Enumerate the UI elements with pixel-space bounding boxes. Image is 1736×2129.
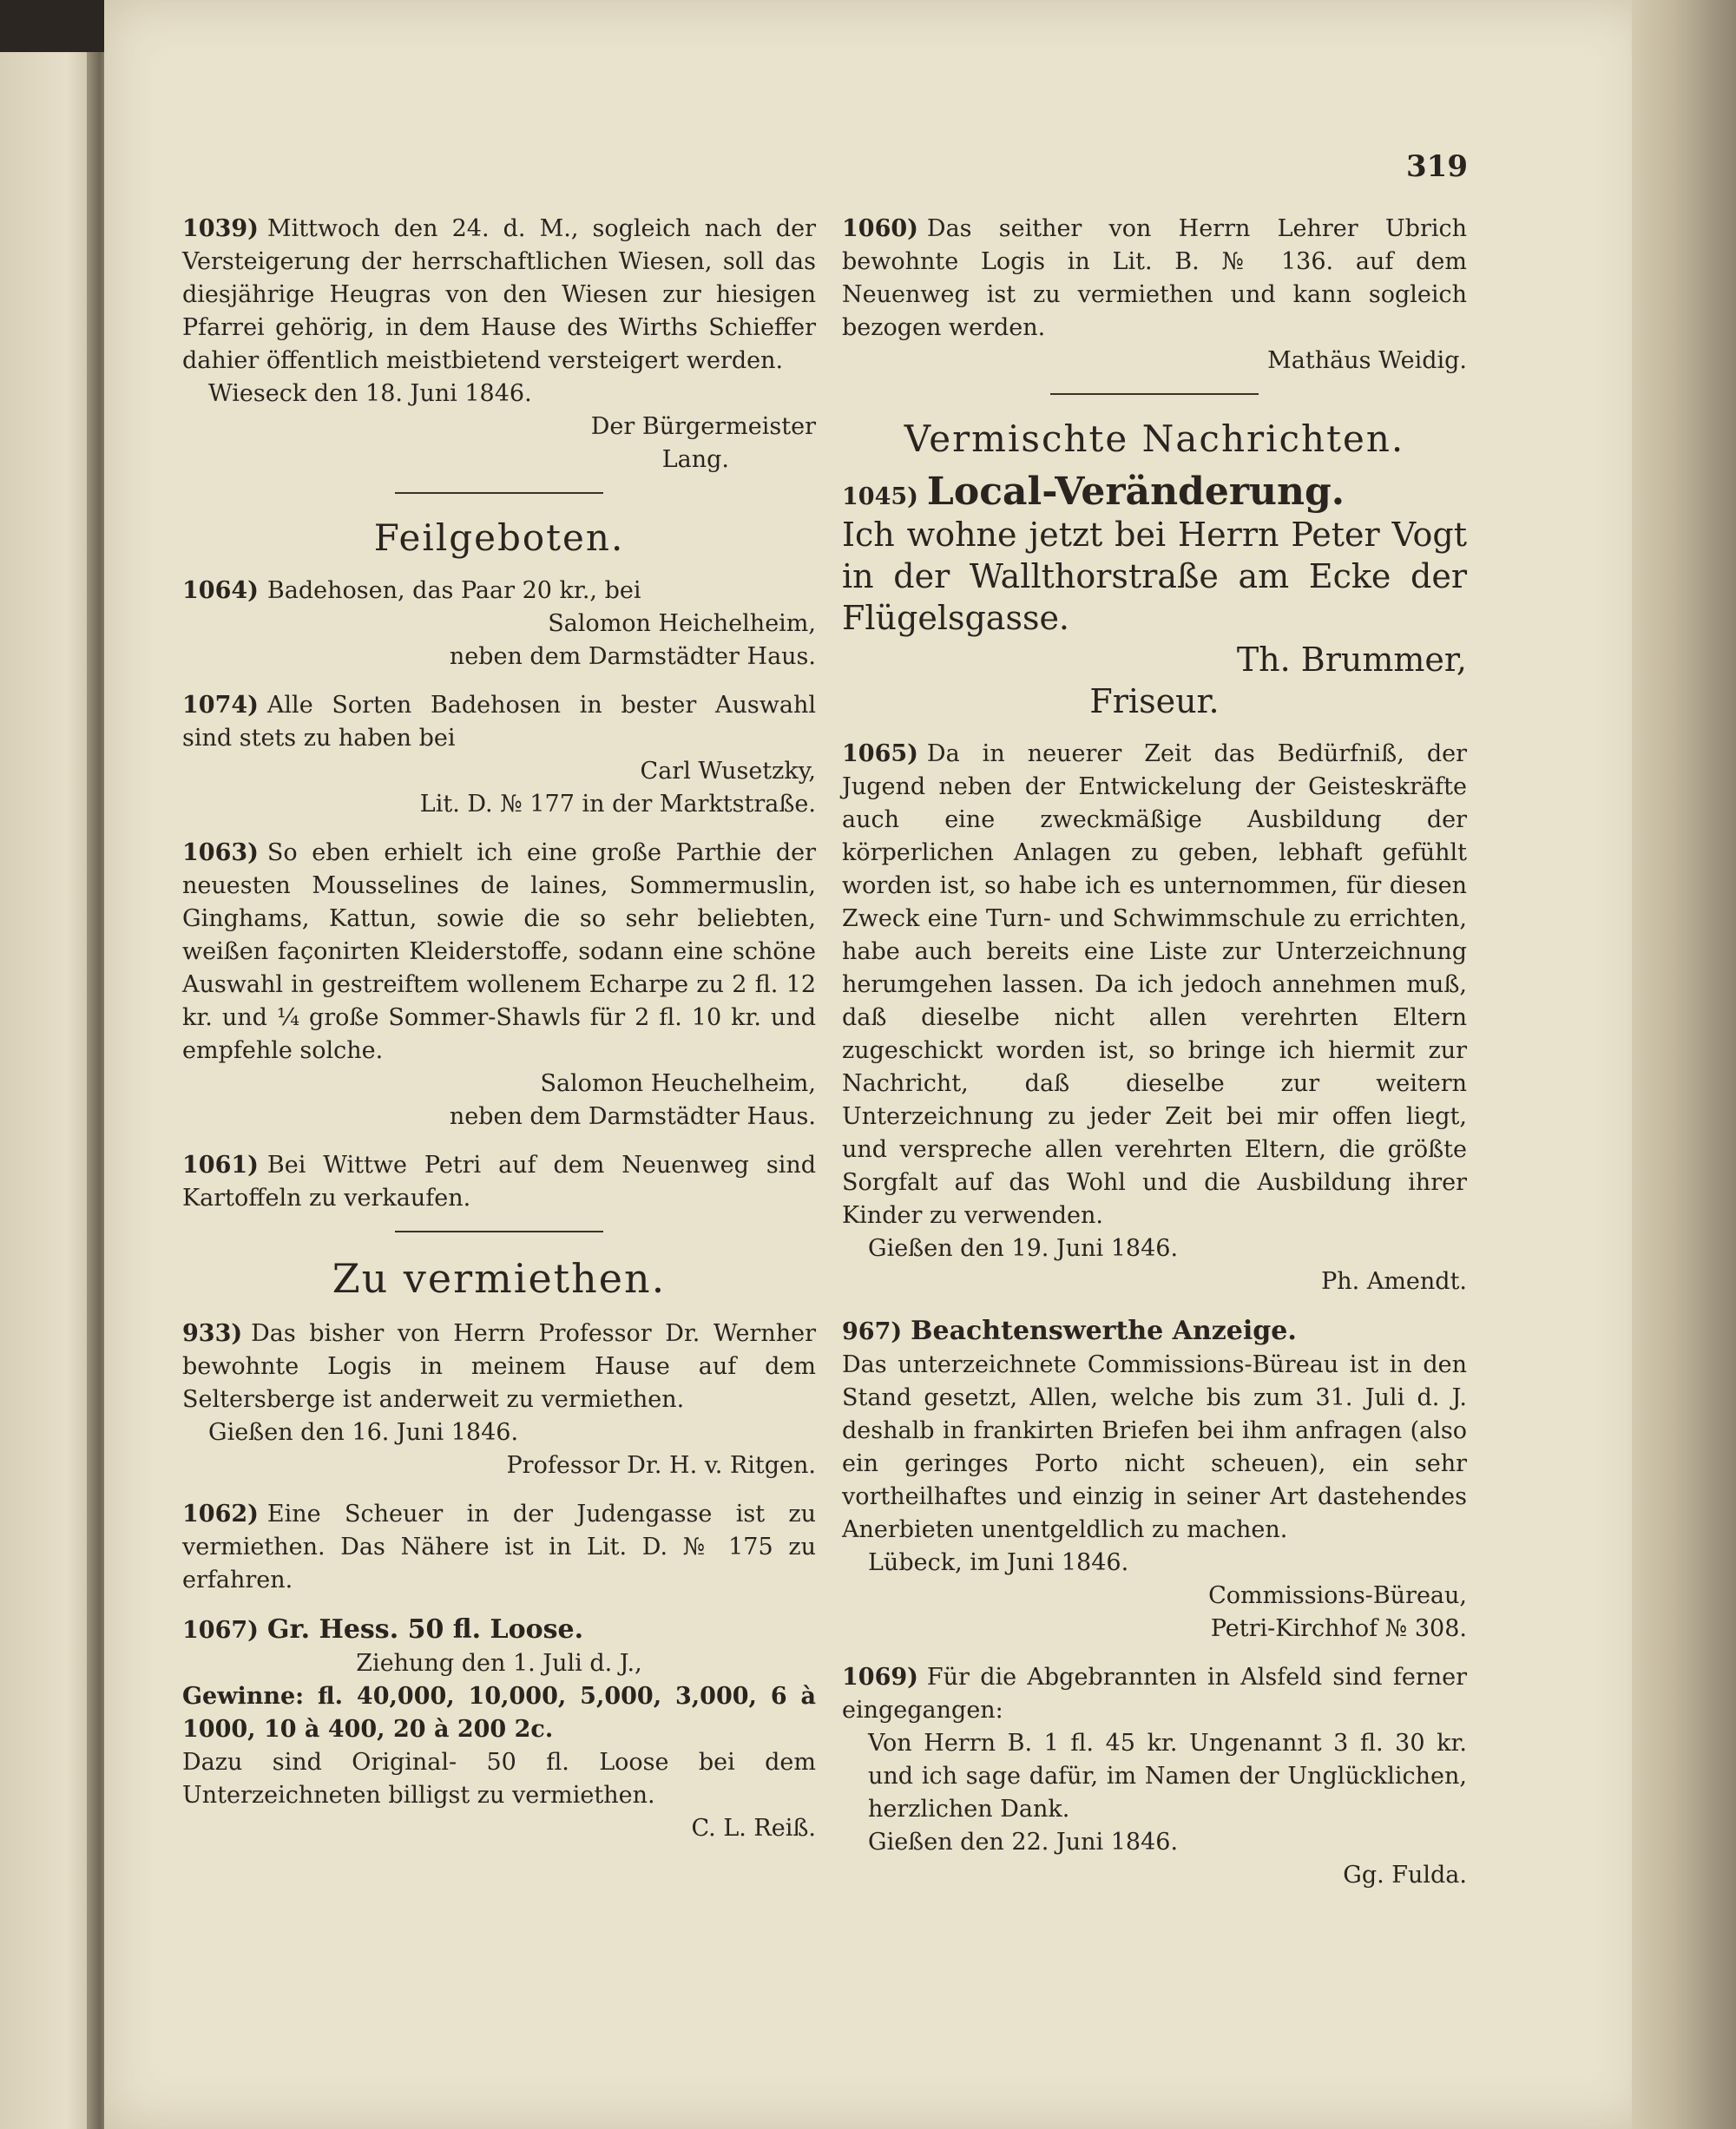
notice-number: 1069) <box>842 1664 918 1691</box>
notice-number: 1065) <box>842 740 918 767</box>
section-heading-vermiethen: Zu vermiethen. <box>332 1255 667 1302</box>
signature-title: Friseur. <box>1089 682 1220 720</box>
notice-number: 1064) <box>182 577 259 604</box>
notice-text: Eine Scheuer in der Judengasse ist zu vermiethen. Das Nähere ist in Lit. D. № 175 zu erfahren. <box>182 1501 816 1593</box>
notice-text: Bei Wittwe Petri auf dem Neuenweg sind Kartoffeln zu verkaufen. <box>182 1152 816 1212</box>
signature-name: Salomon Heuchelheim, <box>540 1070 816 1097</box>
notice-1065 <box>842 738 1467 1298</box>
notice-number: 1062) <box>182 1501 259 1528</box>
notice-number: 1045) <box>842 483 918 510</box>
signature-name: Mathäus Weidig. <box>1267 347 1467 374</box>
notice-text: Badehosen, das Paar 20 kr., bei <box>266 577 641 604</box>
signature-name: C. L. Reiß. <box>691 1815 816 1842</box>
notice-line: Ziehung den 1. Juli d. J., <box>356 1650 642 1677</box>
signature-name: Gg. Fulda. <box>1343 1862 1467 1889</box>
notice-title: Local-Veränderung. <box>926 470 1345 514</box>
section-heading-vermischte: Vermischte Nachrichten. <box>904 417 1405 460</box>
page-number: 319 <box>1406 149 1468 184</box>
notice-text: Ich wohne jetzt bei Herrn Peter Vogt in der Wallthorstraße am Ecke der Flügelsgasse. <box>842 516 1467 637</box>
section-heading-feilgeboten: Feilgeboten. <box>373 516 625 559</box>
notice-933 <box>182 1317 816 1482</box>
notice-1039 <box>182 213 816 476</box>
notice-1061 <box>182 1149 816 1215</box>
signature-title: Der Bürgermeister <box>590 413 816 440</box>
signature-name: Professor Dr. H. v. Ritgen. <box>506 1452 816 1479</box>
signature-address: Lit. D. № 177 in der Marktstraße. <box>419 791 816 818</box>
signature-name: Commissions-Büreau, <box>1208 1582 1467 1609</box>
notice-1067 <box>182 1613 816 1845</box>
notice-date: Lübeck, im Juni 1846. <box>868 1549 1129 1576</box>
section-divider <box>1050 393 1259 395</box>
notice-1062 <box>182 1498 816 1597</box>
left-column <box>182 213 816 1861</box>
notice-prizes: Gewinne: fl. 40,000, 10,000, 5,000, 3,000, 6 à 1000, 10 à 400, 20 à 200 2c. <box>182 1683 816 1743</box>
section-divider <box>395 492 603 494</box>
signature-name: Lang. <box>661 446 729 473</box>
notice-text: Da in neuerer Zeit das Bedürfniß, der Jugend neben der Entwickelung der Geisteskräfte auch eine zweckmäßige Ausbildung der körperlichen Anlagen zu geben, lebhaft gefühlt worden ist, so habe ich es unternommen, für diesen Zweck eine Turn- und Schwimmschule zu errichten, habe auch bereits eine Liste zur Unterzeichnung herumgehen lassen. Da ich jedoch annehmen muß, daß dieselbe nicht allen verehrten Eltern zugeschickt worden ist, so bringe ich hiermit zur Nachricht, daß dieselbe zur weitern Unterzeichnung zu jeder Zeit bei mir offen liegt, und verspreche allen verehrten Eltern, die größte Sorgfalt auf das Wohl und die Ausbildung ihrer Kinder zu verwenden. <box>842 740 1467 1229</box>
notice-text: Das unterzeichnete Commissions-Büreau ist in den Stand gesetzt, Allen, welche bis zum 31. Juli d. J. deshalb in frankirten Briefen bei ihm anfragen (also ein geringes Porto nicht scheuen), ein sehr vortheilhaftes und einzig in seiner Art dastehendes Anerbieten unentgeldlich zu machen. <box>842 1351 1467 1543</box>
notice-text: Das seither von Herrn Lehrer Ubrich bewohnte Logis in Lit. B. № 136. auf dem Neuenweg ist zu vermiethen und kann sogleich bezogen werden. <box>842 215 1467 341</box>
section-divider <box>395 1231 603 1232</box>
notice-967 <box>842 1314 1467 1646</box>
notice-number: 1060) <box>842 215 918 242</box>
notice-text: Alle Sorten Badehosen in bester Auswahl sind stets zu haben bei <box>182 692 816 752</box>
notice-number: 1039) <box>182 215 259 242</box>
notice-title: Gr. Hess. 50 fl. Loose. <box>266 1614 584 1645</box>
signature-name: Ph. Amendt. <box>1321 1268 1467 1295</box>
signature-address: Petri-Kirchhof № 308. <box>1210 1615 1467 1642</box>
notice-text: Dazu sind Original- 50 fl. Loose bei dem Unterzeichneten billigst zu vermiethen. <box>182 1749 816 1809</box>
signature-address: neben dem Darmstädter Haus. <box>449 643 816 670</box>
notice-title: Beachtenswerthe Anzeige. <box>911 1316 1297 1346</box>
page-stack-edge <box>1632 0 1736 2129</box>
signature-name: Th. Brummer, <box>1236 641 1467 679</box>
notice-date: Gießen den 16. Juni 1846. <box>208 1419 519 1446</box>
right-column <box>842 213 1467 1908</box>
notice-1064 <box>182 575 816 674</box>
notice-text: So eben erhielt ich eine große Parthie der neuesten Mousselines de laines, Sommermuslin, Ginghams, Kattun, sowie die so sehr beliebten, weißen façonirten Kleiderstoffe, sodann eine schöne Auswahl in gestreiftem wollenem Echarpe zu 2 fl. 12 kr. und ¼ große Sommer-Shawls für 2 fl. 10 kr. und empfehle solche. <box>182 839 816 1064</box>
signature-address: neben dem Darmstädter Haus. <box>449 1103 816 1130</box>
notice-date: Gießen den 22. Juni 1846. <box>868 1829 1179 1856</box>
notice-number: 1063) <box>182 839 259 866</box>
notice-number: 967) <box>842 1318 903 1345</box>
notice-donations: Von Herrn B. 1 fl. 45 kr. Ungenannt 3 fl. 30 kr. und ich sage dafür, im Namen der Unglücklichen, herzlichen Dank. <box>868 1730 1467 1823</box>
notice-number: 1061) <box>182 1152 259 1179</box>
notice-number: 1067) <box>182 1617 259 1644</box>
signature-name: Carl Wusetzky, <box>640 758 816 785</box>
notice-1060 <box>842 213 1467 378</box>
notice-number: 1074) <box>182 692 259 719</box>
notice-1045 <box>842 470 1467 722</box>
notice-number: 933) <box>182 1320 243 1347</box>
notice-text: Für die Abgebrannten in Alsfeld sind ferner eingegangen: <box>842 1664 1467 1724</box>
notice-1063 <box>182 837 816 1133</box>
notice-1074 <box>182 689 816 821</box>
notice-date: Gießen den 19. Juni 1846. <box>868 1235 1179 1262</box>
notice-date: Wieseck den 18. Juni 1846. <box>208 380 532 407</box>
signature-name: Salomon Heichelheim, <box>548 610 816 637</box>
previous-page-edge <box>0 52 95 2129</box>
notice-text: Das bisher von Herrn Professor Dr. Wernher bewohnte Logis in meinem Hause auf dem Seltersberge ist anderweit zu vermiethen. <box>182 1320 816 1413</box>
notice-text: Mittwoch den 24. d. M., sogleich nach der Versteigerung der herrschaftlichen Wiesen, soll das diesjährige Heugras von den Wiesen zur hiesigen Pfarrei gehörig, in dem Hause des Wirths Schieffer dahier öffentlich meistbietend versteigert werden. <box>182 215 816 374</box>
notice-1069 <box>842 1661 1467 1892</box>
